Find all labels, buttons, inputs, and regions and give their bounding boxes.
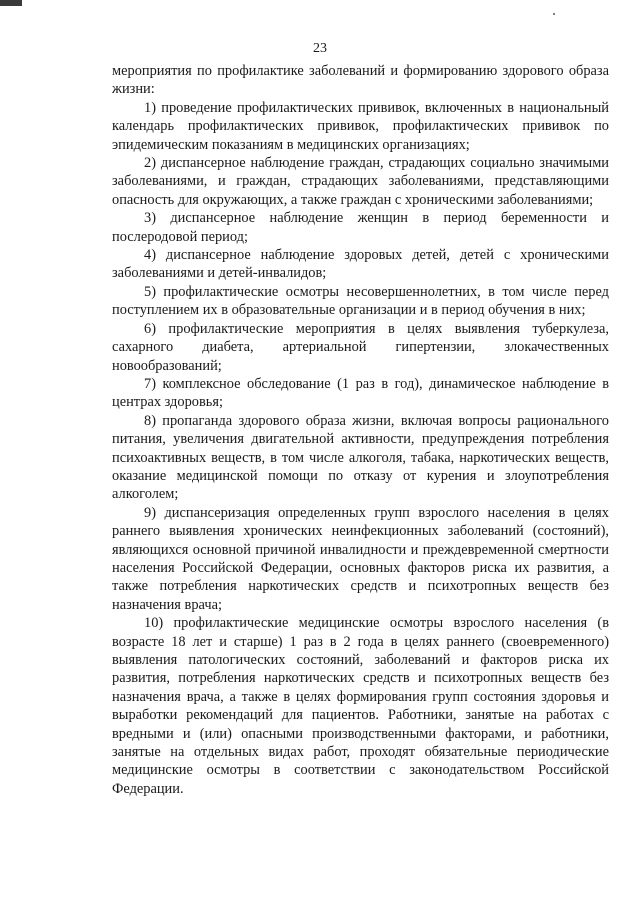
paragraph-item-1: 1) проведение профилактических прививок, включенных в национальный календарь профилактических прививок, профилактических прививок по эпидемическим показаниям в медицинских организациях; xyxy=(112,99,609,153)
paragraph-item-2: 2) диспансерное наблюдение граждан, страдающих социально значимыми заболеваниями, и граждан, страдающих заболеваниями, представляющими опасность для окружающих, а также граждан с хроническими заболеваниями; xyxy=(112,155,609,208)
paragraph-item-3: 3) диспансерное наблюдение женщин в период беременности и послеродовой период; xyxy=(112,210,609,245)
scan-speck xyxy=(553,13,555,15)
paragraph-intro: мероприятия по профилактике заболеваний и формированию здорового образа жизни: xyxy=(112,63,609,98)
paragraph-item-4: 4) диспансерное наблюдение здоровых детей, детей с хроническими заболеваниями и детей-инвалидов; xyxy=(112,247,609,282)
paragraph-item-7: 7) комплексное обследование (1 раз в год), динамическое наблюдение в центрах здоровья; xyxy=(112,375,609,411)
page-number: 23 xyxy=(313,41,327,56)
paragraph-item-10: 10) профилактические медицинские осмотры взрослого населения (в возрасте 18 лет и старше) 1 раз в 2 года в целях раннего (своевременного) выявления патологических состояний, заболеваний и факторов риска их развития, потребления наркотических средств и психотропных веществ без назначения врача, а также в целях формирования групп состояния здоровья и выработки рекомендаций для пациентов. Работники, занятые на работах с вредными и (или) опасными производственными факторами, и работники, занятые на отдельных видах работ, проходят обязательные периодические медицинские осмотры в соответствии с законодательством Российской Федерации. xyxy=(112,615,609,797)
paragraph-item-5: 5) профилактические осмотры несовершеннолетних, в том числе перед поступлением их в образовательные организации и в период обучения в них; xyxy=(112,283,609,319)
scan-corner-mark xyxy=(0,0,22,6)
paragraph-item-8: 8) пропаганда здорового образа жизни, включая вопросы рационального питания, увеличения двигательной активности, предупреждения потребления психоактивных веществ, в том числе алкоголя, табака, наркотических веществ, оказание медицинской помощи по отказу от курения и злоупотребления алкоголем; xyxy=(112,412,609,503)
paragraph-item-9: 9) диспансеризация определенных групп взрослого населения в целях раннего выявления хронических неинфекционных заболеваний (состояний), являющихся основной причиной инвалидности и преждевременной смертности населения Российской Федерации, основных факторов риска их развития, а также потребления наркотических средств и психотропных веществ без назначения врача; xyxy=(112,504,609,613)
paragraph-item-6: 6) профилактические мероприятия в целях выявления туберкулеза, сахарного диабета, артериальной гипертензии, злокачественных новообразований; xyxy=(112,320,609,374)
body-text xyxy=(112,62,609,798)
